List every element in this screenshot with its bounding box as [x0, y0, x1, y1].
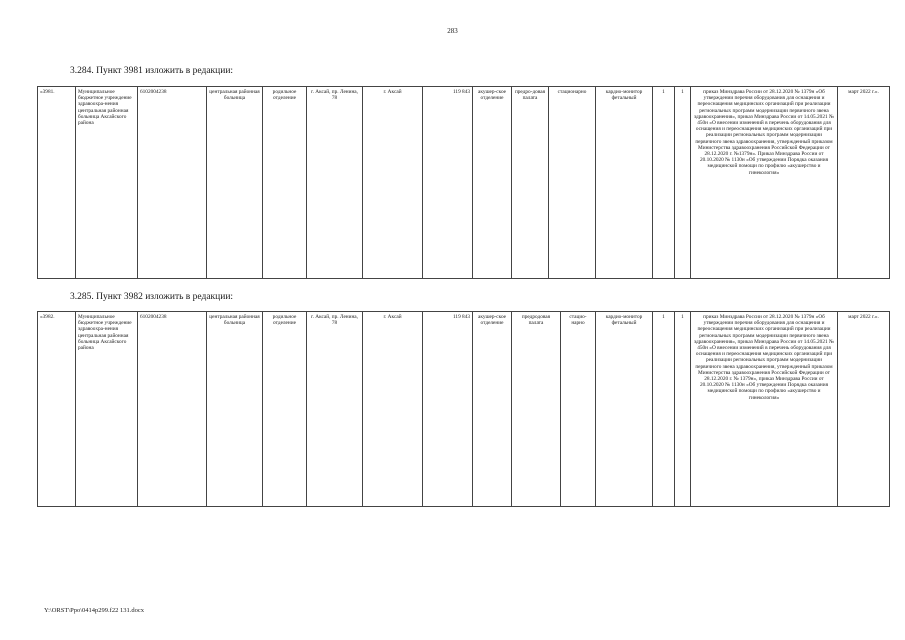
quantity-2: 1 [675, 312, 691, 507]
table-row [38, 312, 890, 507]
row-number: «3981. [38, 87, 76, 279]
section-heading: 3.285. Пункт 3982 изложить в редакции: [70, 292, 234, 302]
organization-name: Муниципальное бюджетное учреждение здравоохра-нения центральная районная больница Аксайского района [76, 87, 138, 279]
row-number: «3982. [38, 312, 76, 507]
population: 119 843 [423, 312, 473, 507]
equipment: кардио-монитор фетальный [596, 312, 653, 507]
address: г. Аксай, пр. Ленина, 78 [307, 87, 363, 279]
section-heading: 3.284. Пункт 3981 изложить в редакции: [70, 66, 234, 76]
due-date: март 2022 г.». [838, 87, 890, 279]
quantity-2: 1 [675, 87, 691, 279]
organization-name: Муниципальное бюджетное учреждение здравоохра-нения центральная районная больница Аксайского района [76, 312, 138, 507]
amendment-table [37, 86, 890, 279]
inn-code: 6102004238 [138, 87, 207, 279]
unit-type: родильное отделение [263, 312, 307, 507]
facility-type: центральная районная больница [207, 87, 263, 279]
facility-type: центральная районная больница [207, 312, 263, 507]
city: г. Аксай [363, 87, 423, 279]
inn-code: 6102004238 [138, 312, 207, 507]
room: предродовая палата [512, 312, 561, 507]
quantity-1: 1 [653, 87, 675, 279]
table-row [38, 87, 890, 279]
due-date: март 2022 г.». [838, 312, 890, 507]
department: акушер-ское отделение [473, 312, 512, 507]
amendment-table [37, 311, 890, 507]
quantity-1: 1 [653, 312, 675, 507]
population: 119 843 [423, 87, 473, 279]
equipment: кардио-монитор фетальный [596, 87, 653, 279]
city: г. Аксай [363, 312, 423, 507]
file-path-footer: Y:\ORST\Ppo\0414p299.f22 131.docx [44, 607, 144, 614]
page-number: 283 [447, 27, 458, 35]
room: предро-довая палата [512, 87, 549, 279]
unit-type: родильное отделение [263, 87, 307, 279]
care-form: стационарно [549, 87, 596, 279]
legal-basis: приказ Минздрава России от 28.12.2020 № 1379н «Об утверждении перечня оборудования для оснащения и переоснащения медицинских организаций при реализации региональных программ модернизации первичного звена здравоохранения», приказ Минздрава России от 14.05.2021 № 450н «О внесении изменений в перечень оборудования для оснащения и переоснащения медицинских организаций при реализации региональных программ модернизации первичного звена здравоохранения, утвержденный приказом Министерства здравоохранения Российской Федерации от 28.12.2020 г. №1379н». Приказ Минздрава России от 20.10.2020 № 1130н «Об утверждении Порядка оказания медицинской помощи по профилю «акушерство и гинекология» [691, 87, 838, 279]
address: г. Аксай, пр. Ленина, 78 [307, 312, 363, 507]
legal-basis: приказ Минздрава России от 28.12.2020 № 1379н «Об утверждении перечня оборудования для оснащения и переоснащения медицинских организаций при реализации региональных программ модернизации первичного звена здравоохранения», приказ Минздрава России от 14.05.2021 № 450н «О внесении изменений в перечень оборудования для оснащения и переоснащения медицинских организаций при реализации региональных программ модернизации первичного звена здравоохранения, утвержденный приказом Министерства здравоохранения Российской Федерации от 28.12.2020 г. № 1379н», приказ Минздрава России от 20.10.2020 № 1130н «Об утверждении Порядка оказания медицинской помощи по профилю «акушерство и гинекология» [691, 312, 838, 507]
department: акушер-ское отделение [473, 87, 512, 279]
care-form: стацио-нарно [561, 312, 596, 507]
